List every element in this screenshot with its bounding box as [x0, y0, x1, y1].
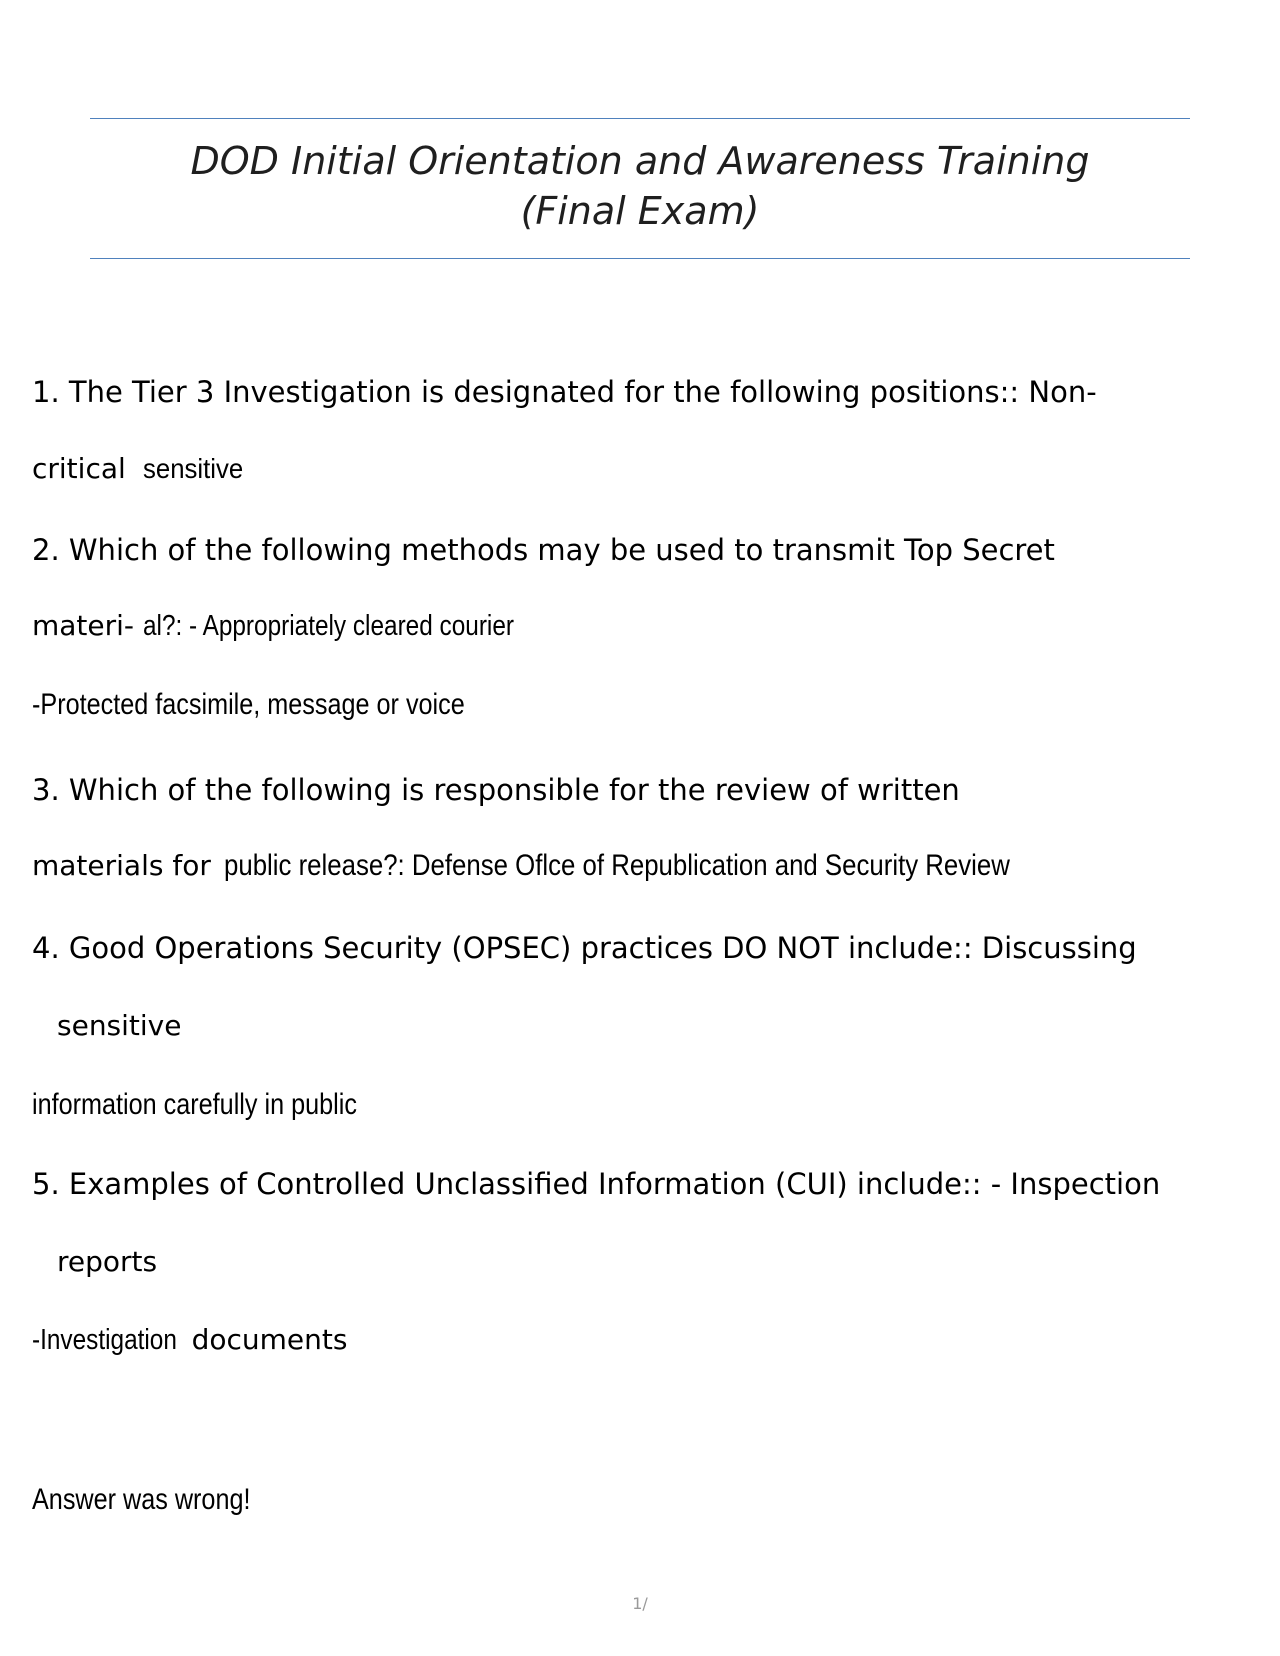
title-line-2: (Final Exam) [520, 189, 760, 233]
question-3-line-2-part-a: materials for [32, 849, 211, 882]
answer-feedback: Answer was wrong! [32, 1483, 251, 1516]
question-1-line-2-part-a: critical [32, 452, 126, 485]
page-number: 1/ [632, 1594, 648, 1613]
question-3-answer: public release?: Defense Oflce of Republication and Security Review [223, 849, 1010, 882]
question-3-line-1: 3. Which of the following is responsible for the review of written [32, 773, 960, 807]
question-5-answer-part-b: documents [191, 1323, 348, 1356]
question-2-answer-2: -Protected facsimile, message or voice [32, 688, 465, 721]
question-2-line-1: 2. Which of the following methods may be used to transmit Top Secret [32, 533, 1055, 567]
document-title [90, 118, 1190, 259]
question-5-line-3 [32, 1323, 348, 1356]
title-line-1: DOD Initial Orientation and Awareness Training [190, 139, 1090, 183]
question-2-line-2 [32, 609, 585, 642]
question-5-line-2: reports [57, 1245, 158, 1278]
question-4-line-1: 4. Good Operations Security (OPSEC) practices DO NOT include:: Discussing [32, 931, 1137, 965]
question-5-answer-part-a: -Investigation [32, 1324, 177, 1356]
question-1-line-2 [32, 452, 252, 485]
question-3-line-2 [32, 851, 1138, 881]
question-4-answer: information carefully in public [32, 1088, 357, 1121]
question-2-line-2-part-a: materi- [32, 609, 135, 642]
question-1-line-1: 1. The Tier 3 Investigation is designated for the following positions:: Non- [32, 375, 1097, 409]
question-2-answer-1: al?: - Appropriately cleared courier [143, 610, 515, 642]
question-5-line-1: 5. Examples of Controlled Unclassified Information (CUI) include:: - Inspection [32, 1167, 1161, 1201]
question-1-answer: sensitive [142, 453, 244, 484]
question-4-line-2: sensitive [57, 1009, 182, 1042]
